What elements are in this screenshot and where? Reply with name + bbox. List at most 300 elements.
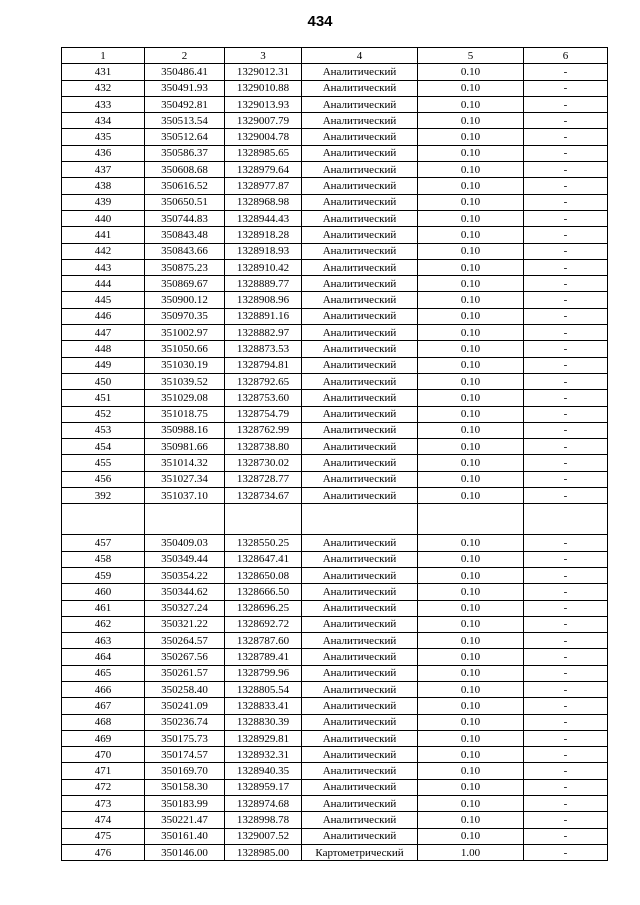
- table-cell: 351027.34: [145, 471, 225, 487]
- table-cell: Аналитический: [302, 763, 418, 779]
- table-cell: 445: [62, 292, 145, 308]
- table-cell: 0.10: [418, 276, 524, 292]
- table-cell: Аналитический: [302, 64, 418, 80]
- table-cell: -: [524, 439, 608, 455]
- table-row: [62, 681, 608, 697]
- table-cell: 0.10: [418, 471, 524, 487]
- table-cell: 449: [62, 357, 145, 373]
- table-cell: Аналитический: [302, 828, 418, 844]
- table-cell: Аналитический: [302, 584, 418, 600]
- table-cell: 1328929.81: [225, 730, 302, 746]
- table-cell: 464: [62, 649, 145, 665]
- table-cell: 442: [62, 243, 145, 259]
- table-cell: 1329004.78: [225, 129, 302, 145]
- table-cell: 0.10: [418, 600, 524, 616]
- table-cell: -: [524, 551, 608, 567]
- table-cell: 467: [62, 698, 145, 714]
- table-cell: -: [524, 649, 608, 665]
- table-cell: 351030.19: [145, 357, 225, 373]
- table-cell: Аналитический: [302, 357, 418, 373]
- table-cell: 0.10: [418, 373, 524, 389]
- table-cell: Аналитический: [302, 145, 418, 161]
- table-cell: 0.10: [418, 551, 524, 567]
- table-cell: 1328940.35: [225, 763, 302, 779]
- table-row: [62, 259, 608, 275]
- table-cell: Аналитический: [302, 488, 418, 504]
- table-cell: 1328985.65: [225, 145, 302, 161]
- table-cell: 470: [62, 747, 145, 763]
- table-cell: -: [524, 80, 608, 96]
- table-cell: Аналитический: [302, 406, 418, 422]
- table-cell: 0.10: [418, 763, 524, 779]
- table-cell: Аналитический: [302, 455, 418, 471]
- table-cell: 1.00: [418, 844, 524, 860]
- table-cell: 0.10: [418, 779, 524, 795]
- table-cell: -: [524, 616, 608, 632]
- table-cell: Аналитический: [302, 551, 418, 567]
- table-cell: 350344.62: [145, 584, 225, 600]
- table-cell: 350264.57: [145, 633, 225, 649]
- table-cell: 0.10: [418, 227, 524, 243]
- table-row: [62, 357, 608, 373]
- table-cell: 1328882.97: [225, 325, 302, 341]
- table-cell: 1328734.67: [225, 488, 302, 504]
- table-cell: 1328910.42: [225, 259, 302, 275]
- column-header: 6: [524, 48, 608, 64]
- table-cell: 0.10: [418, 747, 524, 763]
- page-number: 434: [307, 13, 333, 30]
- table-row: [62, 455, 608, 471]
- table-cell: 0.10: [418, 162, 524, 178]
- table-cell: -: [524, 796, 608, 812]
- table-cell: 0.10: [418, 113, 524, 129]
- table-cell: Аналитический: [302, 714, 418, 730]
- table-cell: -: [524, 844, 608, 860]
- table-row: [62, 308, 608, 324]
- table-cell: -: [524, 210, 608, 226]
- table-cell: Аналитический: [302, 276, 418, 292]
- table-cell: -: [524, 129, 608, 145]
- table-cell: 350158.30: [145, 779, 225, 795]
- table-cell: Аналитический: [302, 796, 418, 812]
- table-cell: 1328998.78: [225, 812, 302, 828]
- table-row: [62, 373, 608, 389]
- table-row: [62, 504, 608, 535]
- table-cell: -: [524, 714, 608, 730]
- table-row: [62, 406, 608, 422]
- table-cell: 1328830.39: [225, 714, 302, 730]
- table-row: [62, 227, 608, 243]
- table-cell: 1328794.81: [225, 357, 302, 373]
- table-row: [62, 730, 608, 746]
- table-cell: 350321.22: [145, 616, 225, 632]
- table-cell: 450: [62, 373, 145, 389]
- table-cell: Аналитический: [302, 292, 418, 308]
- table-cell: 1328833.41: [225, 698, 302, 714]
- table-row: [62, 796, 608, 812]
- table-header-row: [62, 48, 608, 64]
- table-cell: -: [524, 779, 608, 795]
- table-cell: 447: [62, 325, 145, 341]
- table-cell: 0.10: [418, 341, 524, 357]
- table-cell: 435: [62, 129, 145, 145]
- table-cell: Аналитический: [302, 373, 418, 389]
- table-cell: 350261.57: [145, 665, 225, 681]
- table-cell: 350161.40: [145, 828, 225, 844]
- table-cell: 459: [62, 567, 145, 583]
- table-cell: 351039.52: [145, 373, 225, 389]
- table-cell: 0.10: [418, 390, 524, 406]
- table-row: [62, 422, 608, 438]
- table-cell: Аналитический: [302, 730, 418, 746]
- table-cell: 350650.51: [145, 194, 225, 210]
- table-cell: 0.10: [418, 698, 524, 714]
- table-cell: 350221.47: [145, 812, 225, 828]
- table-cell: 350492.81: [145, 96, 225, 112]
- table-cell: 1328728.77: [225, 471, 302, 487]
- table-cell: -: [524, 113, 608, 129]
- table-cell: 1328908.96: [225, 292, 302, 308]
- table-row: [62, 633, 608, 649]
- table-cell: 1328805.54: [225, 681, 302, 697]
- column-header: 3: [225, 48, 302, 64]
- table-row: [62, 649, 608, 665]
- table-row: [62, 665, 608, 681]
- table-cell: 1328738.80: [225, 439, 302, 455]
- table-cell: 462: [62, 616, 145, 632]
- table-cell: 441: [62, 227, 145, 243]
- table-cell: 350491.93: [145, 80, 225, 96]
- table-row: [62, 698, 608, 714]
- table-cell: 350146.00: [145, 844, 225, 860]
- table-cell: -: [524, 341, 608, 357]
- table-row: [62, 341, 608, 357]
- table-cell: 350970.35: [145, 308, 225, 324]
- table-cell: 1328550.25: [225, 535, 302, 551]
- table-row: [62, 178, 608, 194]
- table-cell: 350744.83: [145, 210, 225, 226]
- table-cell: 1328692.72: [225, 616, 302, 632]
- table-cell: 0.10: [418, 714, 524, 730]
- table-cell: Аналитический: [302, 812, 418, 828]
- column-header: 1: [62, 48, 145, 64]
- table-cell: 460: [62, 584, 145, 600]
- table-row: [62, 292, 608, 308]
- table-cell: -: [524, 584, 608, 600]
- table-cell: 476: [62, 844, 145, 860]
- table-cell: 0.10: [418, 96, 524, 112]
- table-row: [62, 616, 608, 632]
- table-cell: -: [524, 145, 608, 161]
- table-cell: 474: [62, 812, 145, 828]
- table-cell: 1328789.41: [225, 649, 302, 665]
- table-cell: 1328799.96: [225, 665, 302, 681]
- table-cell: 1328889.77: [225, 276, 302, 292]
- table-cell: Аналитический: [302, 194, 418, 210]
- table-row: [62, 390, 608, 406]
- table-cell: [145, 504, 225, 535]
- table-cell: Аналитический: [302, 698, 418, 714]
- table-cell: -: [524, 162, 608, 178]
- table-cell: 436: [62, 145, 145, 161]
- table-cell: 350258.40: [145, 681, 225, 697]
- table-cell: 0.10: [418, 80, 524, 96]
- table-cell: -: [524, 292, 608, 308]
- table-cell: -: [524, 812, 608, 828]
- table-cell: 350616.52: [145, 178, 225, 194]
- table-cell: Аналитический: [302, 779, 418, 795]
- table-row: [62, 325, 608, 341]
- table-cell: Аналитический: [302, 439, 418, 455]
- table-cell: 1328985.00: [225, 844, 302, 860]
- table-cell: 455: [62, 455, 145, 471]
- column-header: 2: [145, 48, 225, 64]
- table-cell: Аналитический: [302, 227, 418, 243]
- table-cell: 431: [62, 64, 145, 80]
- table-cell: 0.10: [418, 535, 524, 551]
- table-cell: 351018.75: [145, 406, 225, 422]
- table-row: [62, 714, 608, 730]
- table-cell: 1329007.79: [225, 113, 302, 129]
- table-cell: 350843.48: [145, 227, 225, 243]
- table-cell: 351029.08: [145, 390, 225, 406]
- table-cell: Аналитический: [302, 616, 418, 632]
- table-cell: -: [524, 325, 608, 341]
- table-cell: 350586.37: [145, 145, 225, 161]
- table-cell: -: [524, 600, 608, 616]
- table-cell: 433: [62, 96, 145, 112]
- table-row: [62, 779, 608, 795]
- table-row: [62, 812, 608, 828]
- table-cell: 1328968.98: [225, 194, 302, 210]
- table-cell: 0.10: [418, 633, 524, 649]
- table-cell: 350608.68: [145, 162, 225, 178]
- table-cell: 446: [62, 308, 145, 324]
- table-cell: 350869.67: [145, 276, 225, 292]
- table-cell: 350486.41: [145, 64, 225, 80]
- table-cell: -: [524, 633, 608, 649]
- table-row: [62, 80, 608, 96]
- table-cell: 1328959.17: [225, 779, 302, 795]
- table-cell: 351014.32: [145, 455, 225, 471]
- table-cell: 350267.56: [145, 649, 225, 665]
- table-cell: 452: [62, 406, 145, 422]
- table-cell: 1328730.02: [225, 455, 302, 471]
- table-cell: 457: [62, 535, 145, 551]
- table-row: [62, 210, 608, 226]
- table-cell: 1329013.93: [225, 96, 302, 112]
- table-row: [62, 551, 608, 567]
- table-cell: 0.10: [418, 178, 524, 194]
- table-cell: 350981.66: [145, 439, 225, 455]
- table-cell: Аналитический: [302, 113, 418, 129]
- table-row: [62, 584, 608, 600]
- table-cell: 0.10: [418, 828, 524, 844]
- table-cell: [524, 504, 608, 535]
- table-cell: Аналитический: [302, 747, 418, 763]
- table-row: [62, 600, 608, 616]
- table-cell: -: [524, 828, 608, 844]
- table-row: [62, 439, 608, 455]
- table-cell: 350875.23: [145, 259, 225, 275]
- table-cell: 463: [62, 633, 145, 649]
- table-cell: -: [524, 406, 608, 422]
- table-cell: 1328792.65: [225, 373, 302, 389]
- table-cell: 432: [62, 80, 145, 96]
- table-cell: Аналитический: [302, 535, 418, 551]
- table-cell: 1328974.68: [225, 796, 302, 812]
- table-cell: 439: [62, 194, 145, 210]
- table-cell: 0.10: [418, 325, 524, 341]
- table-cell: Аналитический: [302, 471, 418, 487]
- table-cell: 350900.12: [145, 292, 225, 308]
- table-cell: 475: [62, 828, 145, 844]
- table-row: [62, 747, 608, 763]
- table-cell: -: [524, 357, 608, 373]
- table-row: [62, 844, 608, 860]
- table-cell: 350236.74: [145, 714, 225, 730]
- table-cell: 458: [62, 551, 145, 567]
- table-cell: 456: [62, 471, 145, 487]
- table-cell: 1328944.43: [225, 210, 302, 226]
- table-cell: 468: [62, 714, 145, 730]
- table-row: [62, 129, 608, 145]
- table-cell: 1328647.41: [225, 551, 302, 567]
- table-cell: 1328979.64: [225, 162, 302, 178]
- table-cell: 0.10: [418, 488, 524, 504]
- table-cell: 350512.64: [145, 129, 225, 145]
- table-cell: 0.10: [418, 796, 524, 812]
- table-cell: 0.10: [418, 812, 524, 828]
- table-cell: Аналитический: [302, 649, 418, 665]
- table-cell: -: [524, 276, 608, 292]
- table-cell: -: [524, 535, 608, 551]
- table-row: [62, 194, 608, 210]
- table-cell: 0.10: [418, 194, 524, 210]
- table-cell: 473: [62, 796, 145, 812]
- table-cell: 437: [62, 162, 145, 178]
- table-cell: 1328666.50: [225, 584, 302, 600]
- table-cell: Аналитический: [302, 210, 418, 226]
- table-row: [62, 828, 608, 844]
- table-cell: -: [524, 308, 608, 324]
- table-cell: -: [524, 259, 608, 275]
- table-row: [62, 488, 608, 504]
- table-cell: 466: [62, 681, 145, 697]
- table-cell: Аналитический: [302, 390, 418, 406]
- table-cell: 1328873.53: [225, 341, 302, 357]
- table-cell: 0.10: [418, 439, 524, 455]
- table-cell: Аналитический: [302, 96, 418, 112]
- table-cell: 350327.24: [145, 600, 225, 616]
- table-cell: Аналитический: [302, 681, 418, 697]
- table-cell: [225, 504, 302, 535]
- table-cell: 1328932.31: [225, 747, 302, 763]
- table-cell: 350169.70: [145, 763, 225, 779]
- table-cell: 0.10: [418, 730, 524, 746]
- table-cell: 350513.54: [145, 113, 225, 129]
- table-cell: -: [524, 455, 608, 471]
- table-cell: 0.10: [418, 616, 524, 632]
- table-cell: 350988.16: [145, 422, 225, 438]
- table-cell: 0.10: [418, 243, 524, 259]
- table-cell: 472: [62, 779, 145, 795]
- table-cell: -: [524, 422, 608, 438]
- table-cell: -: [524, 243, 608, 259]
- table-row: [62, 145, 608, 161]
- table-cell: 351037.10: [145, 488, 225, 504]
- table-cell: 0.10: [418, 649, 524, 665]
- table-cell: 444: [62, 276, 145, 292]
- table-cell: 451: [62, 390, 145, 406]
- table-cell: 0.10: [418, 681, 524, 697]
- table-cell: 469: [62, 730, 145, 746]
- table-cell: 350843.66: [145, 243, 225, 259]
- table-cell: -: [524, 763, 608, 779]
- table-cell: 0.10: [418, 145, 524, 161]
- coordinates-table: [61, 47, 608, 861]
- table-row: [62, 64, 608, 80]
- table-cell: 350354.22: [145, 567, 225, 583]
- table-cell: 0.10: [418, 567, 524, 583]
- column-header: 5: [418, 48, 524, 64]
- table-cell: 471: [62, 763, 145, 779]
- table-row: [62, 113, 608, 129]
- table-cell: Аналитический: [302, 422, 418, 438]
- table-row: [62, 763, 608, 779]
- table-cell: 465: [62, 665, 145, 681]
- table-cell: 350241.09: [145, 698, 225, 714]
- table-cell: 1328918.28: [225, 227, 302, 243]
- table-cell: 0.10: [418, 584, 524, 600]
- table-cell: -: [524, 747, 608, 763]
- column-header: 4: [302, 48, 418, 64]
- table-cell: -: [524, 390, 608, 406]
- table-cell: Аналитический: [302, 243, 418, 259]
- table-cell: -: [524, 227, 608, 243]
- table-cell: [418, 504, 524, 535]
- table-cell: Аналитический: [302, 665, 418, 681]
- table-cell: 461: [62, 600, 145, 616]
- table-cell: 0.10: [418, 308, 524, 324]
- table-cell: 443: [62, 259, 145, 275]
- table-cell: 0.10: [418, 406, 524, 422]
- table-cell: 1328977.87: [225, 178, 302, 194]
- table-cell: 0.10: [418, 422, 524, 438]
- table-body: [62, 64, 608, 861]
- table-cell: Аналитический: [302, 308, 418, 324]
- table-cell: -: [524, 64, 608, 80]
- table-cell: 1329012.31: [225, 64, 302, 80]
- table-cell: 0.10: [418, 665, 524, 681]
- table-cell: Аналитический: [302, 178, 418, 194]
- table-cell: 351050.66: [145, 341, 225, 357]
- table-cell: -: [524, 665, 608, 681]
- table-row: [62, 567, 608, 583]
- table-cell: -: [524, 96, 608, 112]
- table-cell: [302, 504, 418, 535]
- table-cell: Аналитический: [302, 129, 418, 145]
- table-cell: 1328918.93: [225, 243, 302, 259]
- table-cell: Аналитический: [302, 633, 418, 649]
- table-cell: 448: [62, 341, 145, 357]
- table-cell: -: [524, 698, 608, 714]
- table-cell: -: [524, 567, 608, 583]
- table-cell: Аналитический: [302, 567, 418, 583]
- table-cell: -: [524, 471, 608, 487]
- table-row: [62, 471, 608, 487]
- table-cell: 1329007.52: [225, 828, 302, 844]
